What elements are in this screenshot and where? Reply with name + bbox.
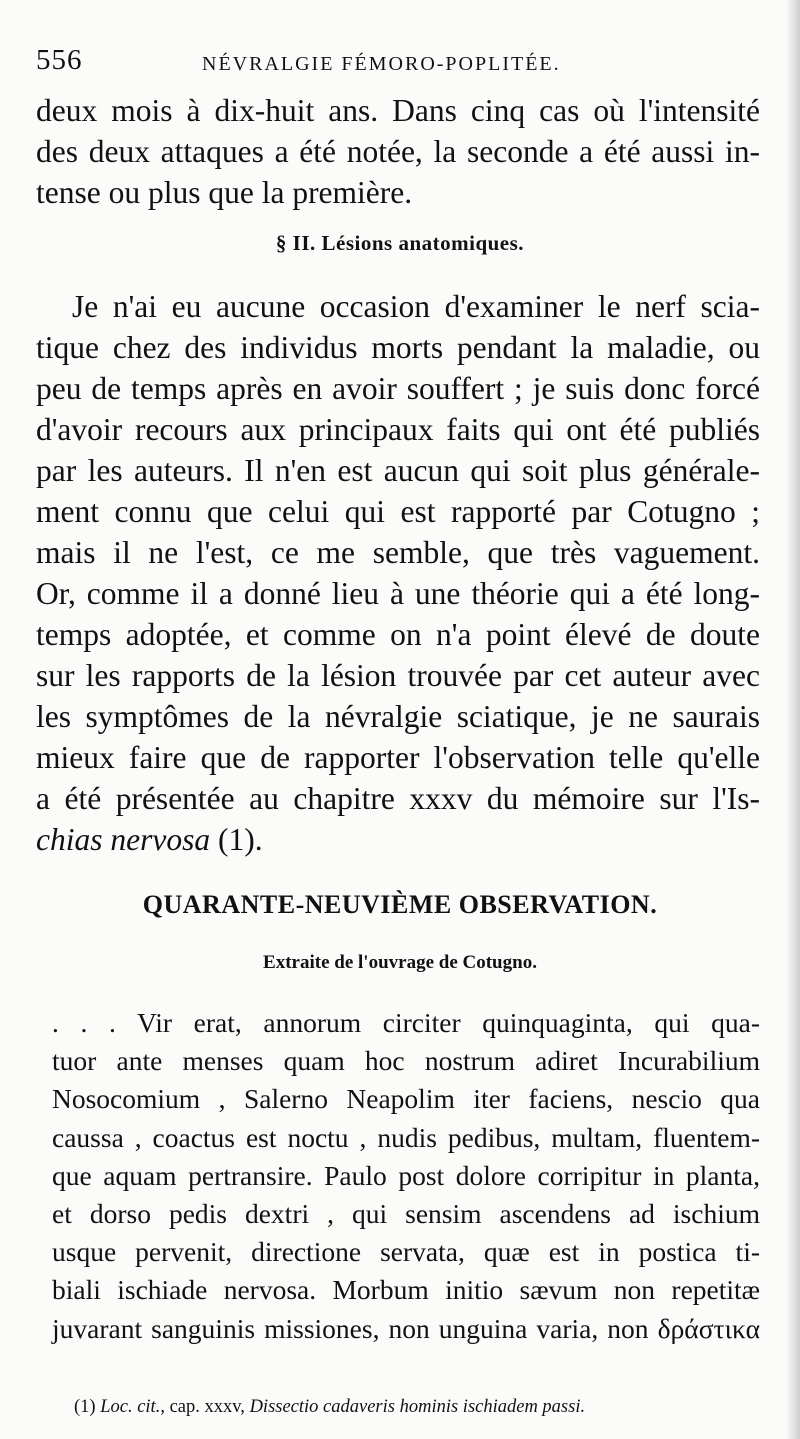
text-line: ment connu que celui qui est rapporté par Cotugno ; xyxy=(36,494,760,529)
text-line: des deux attaques a été notée, la seconde a été aussi in- xyxy=(36,134,760,169)
text-line-last xyxy=(36,819,760,860)
text-line: sur les rapports de la lésion trouvée par cet auteur avec xyxy=(36,658,760,693)
page-edge-shadow xyxy=(786,0,800,1439)
footnote-text: Dissectio cadaveris hominis ischiadem passi. xyxy=(244,1397,586,1417)
text-line: Nosocomium , Salerno Neapolim iter faciens, nescio qua xyxy=(52,1083,760,1115)
observation-title: QUARANTE-NEUVIÈME OBSERVATION. xyxy=(142,890,658,919)
text-line: tuor ante menses quam hoc nostrum adiret Incurabilium xyxy=(52,1045,760,1077)
text-line: Je n'ai eu aucune occasion d'examiner le nerf scia- xyxy=(72,289,760,324)
italic-title: chias nervosa xyxy=(36,822,211,857)
intro-paragraph xyxy=(36,90,760,213)
observation-subtitle: Extraite de l'ouvrage de Cotugno. xyxy=(263,952,537,973)
text-line: caussa , coactus est noctu , nudis pedibus, multam, fluentem- xyxy=(52,1121,760,1153)
main-paragraph xyxy=(36,286,760,860)
text-line: et dorso pedis dextri , qui sensim ascendens ad ischium xyxy=(52,1198,760,1230)
text-line: d'avoir recours aux principaux faits qui ont été publiés xyxy=(36,412,760,447)
footnote-marker: (1) xyxy=(74,1397,96,1417)
footnote-chapter: , cap. xxxv, xyxy=(160,1397,245,1417)
running-title: NÉVRALGIE FÉMORO-POPLITÉE. xyxy=(202,53,561,75)
page-number: 556 xyxy=(36,44,83,76)
text-line: juvarant sanguinis missiones, non unguina varia, non δράστικα xyxy=(52,1312,760,1344)
text-line: biali ischiade nervosa. Morbum initio sævum non repetitæ xyxy=(52,1274,760,1306)
footnote xyxy=(74,1397,764,1418)
footnote-ref: Loc. cit. xyxy=(100,1397,161,1417)
text-line: que aquam pertransire. Paulo post dolore corripitur in planta, xyxy=(52,1159,760,1191)
text-line: peu de temps après en avoir souffert ; je suis donc forcé xyxy=(36,371,760,406)
text-line: par les auteurs. Il n'en est aucun qui soit plus générale- xyxy=(36,453,760,488)
text-line: tense ou plus que la première. xyxy=(36,175,413,210)
text-line: deux mois à dix-huit ans. Dans cinq cas où l'intensité xyxy=(36,93,760,128)
text-line: mais il ne l'est, ce me semble, que très vaguement. xyxy=(36,535,760,570)
text-line: a été présentée au chapitre xxxv du mémoire sur l'Is- xyxy=(36,781,760,816)
text-line: temps adoptée, et comme on n'a point élevé de doute xyxy=(36,617,760,652)
text-line: les symptômes de la névralgie sciatique, je ne saurais xyxy=(36,699,760,734)
section-heading: § II. Lésions anatomiques. xyxy=(275,231,525,255)
text-line: mieux faire que de rapporter l'observation telle qu'elle xyxy=(36,740,760,775)
footnote-ref: (1). xyxy=(210,822,263,857)
text-line: . . . Vir erat, annorum circiter quinquaginta, qui qua- xyxy=(52,1007,760,1038)
running-head xyxy=(36,44,756,84)
text-line: tique chez des individus morts pendant la maladie, ou xyxy=(36,330,760,365)
latin-quote xyxy=(52,1004,760,1348)
text-line: usque pervenit, directione servata, quæ est in postica ti- xyxy=(52,1236,760,1268)
text-line: Or, comme il a donné lieu à une théorie qui a été long- xyxy=(36,576,760,611)
